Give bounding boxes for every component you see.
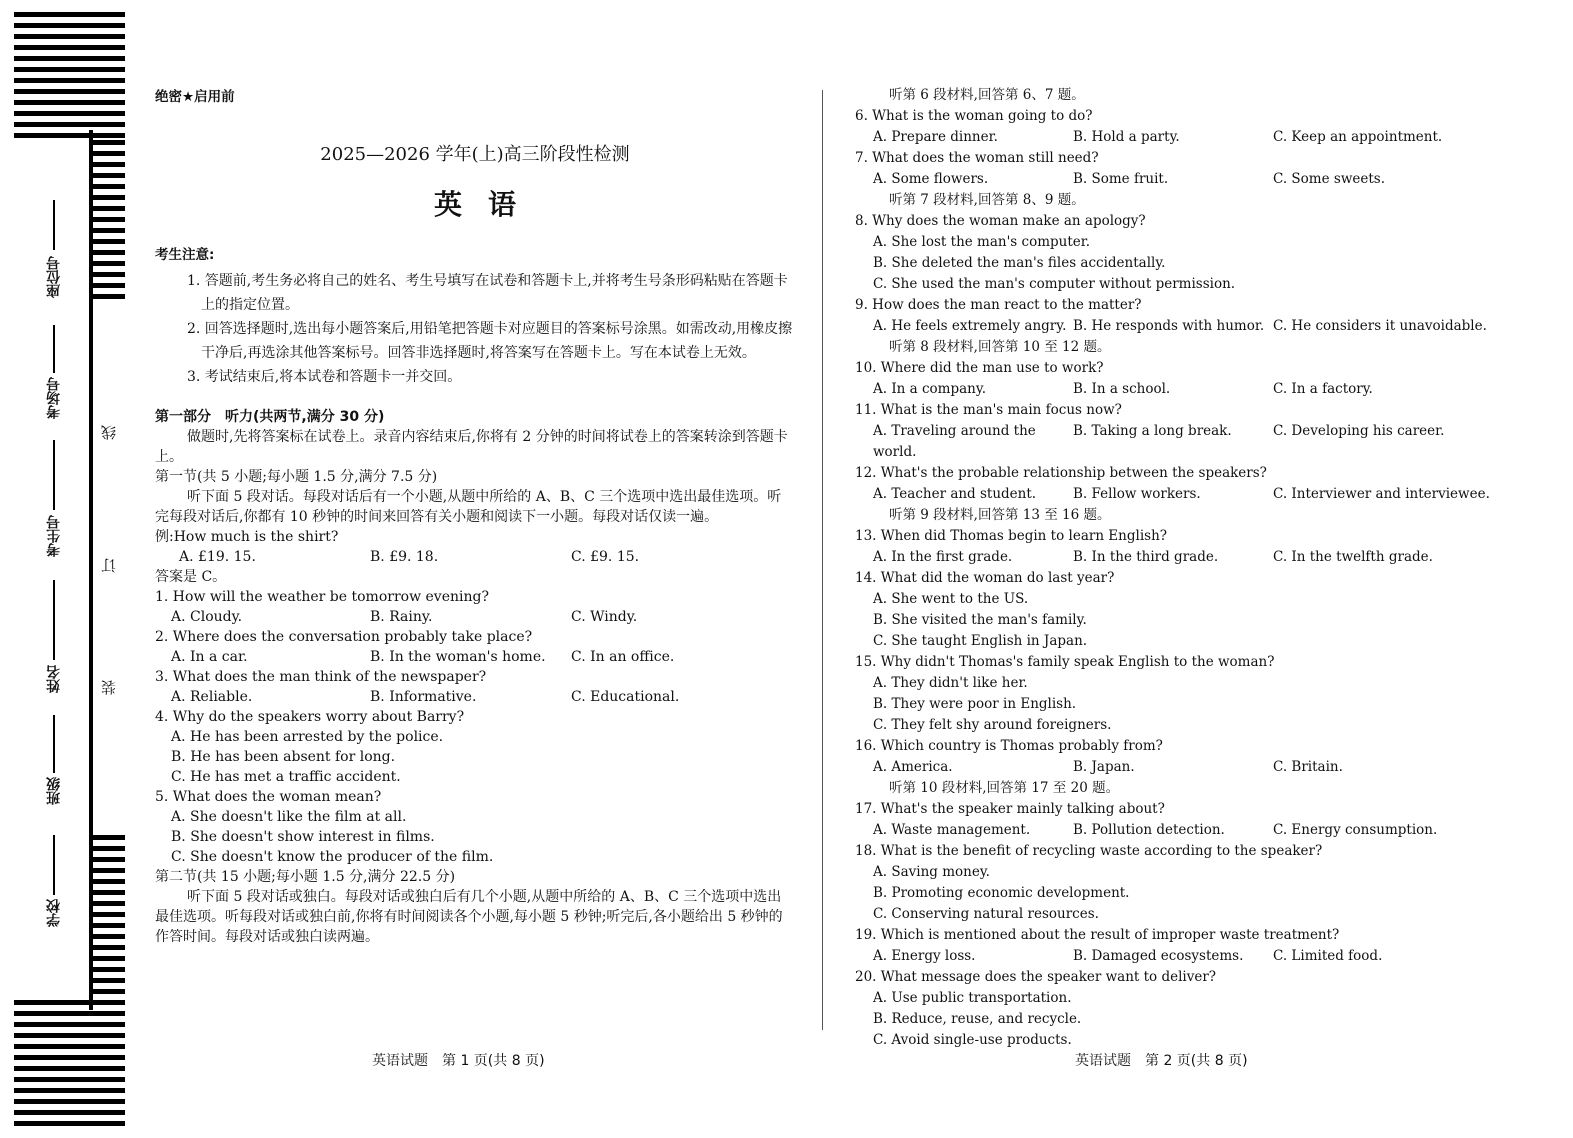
option-c[interactable]: C. In a factory. [1273, 381, 1373, 397]
question-text: 7. What does the woman still need? [855, 150, 1099, 166]
section2-intro: 听下面 5 段对话或独白。每段对话或独白后有几个小题,从题中所给的 A、B、C 三个选项中选出最佳选项。听每段对话或独白前,你将有时间阅读各个小题,每小题 5 秒钟;听完后,各小题给出 5 秒钟的作答时间。每段对话或独白读两遍。 [155, 889, 783, 945]
candidate-number-underline [53, 440, 55, 510]
option-c[interactable]: C. He considers it unavoidable. [1273, 318, 1487, 334]
question [855, 967, 1545, 1051]
section-instruction: 听第 6 段材料,回答第 6、7 题。 [889, 87, 1085, 103]
option-c[interactable]: C. Energy consumption. [1273, 822, 1438, 838]
binding-stripe [14, 34, 125, 39]
question-3 [155, 667, 795, 707]
option-c[interactable]: C. She doesn't know the producer of the film. [171, 849, 494, 865]
cut-mark-bind: 订 [100, 558, 118, 573]
question [855, 295, 1545, 337]
option-a[interactable]: A. Saving money. [873, 864, 990, 880]
question-4 [155, 707, 795, 787]
question-text: 6. What is the woman going to do? [855, 108, 1093, 124]
option-b[interactable]: B. In the third grade. [1073, 549, 1219, 565]
binding-stripe [14, 23, 125, 28]
question [855, 841, 1545, 925]
binding-stripe [92, 206, 125, 211]
seat-number-label: 座位号 [46, 256, 62, 298]
option-c[interactable]: C. Educational. [571, 689, 680, 705]
binding-stripe [92, 261, 125, 266]
question [855, 211, 1545, 295]
option-c[interactable]: C. Some sweets. [1273, 171, 1385, 187]
question [855, 463, 1545, 505]
option-b[interactable]: B. She doesn't show interest in films. [171, 829, 435, 845]
option-b[interactable]: B. Promoting economic development. [873, 885, 1130, 901]
option-b[interactable]: B. Some fruit. [1073, 171, 1169, 187]
question-options [855, 946, 1545, 967]
option-c[interactable]: C. Windy. [571, 609, 638, 625]
binding-stripe [92, 945, 125, 950]
binding-stripe [14, 1088, 125, 1093]
option-a[interactable]: A. In a car. [171, 649, 248, 665]
binding-stripe [14, 133, 125, 138]
binding-stripe [92, 934, 125, 939]
binding-stripe [92, 835, 125, 840]
question-text: 15. Why didn't Thomas's family speak English to the woman? [855, 654, 1275, 670]
option-a[interactable]: A. She doesn't like the film at all. [171, 809, 407, 825]
option-a[interactable]: A. Traveling around the world. [873, 423, 1036, 460]
option-c[interactable]: C. She used the man's computer without permission. [873, 276, 1236, 292]
binding-stripe [92, 151, 125, 156]
question-options [855, 820, 1545, 841]
question [855, 358, 1545, 400]
question-5 [155, 787, 795, 867]
question-options [855, 421, 1545, 463]
option-c[interactable]: C. In an office. [571, 649, 675, 665]
class-label: 班级 [46, 777, 62, 805]
binding-stripe [92, 879, 125, 884]
binding-stripe [92, 868, 125, 873]
option-a[interactable]: A. She went to the US. [873, 591, 1029, 607]
question-text: 16. Which country is Thomas probably from? [855, 738, 1163, 754]
option-b[interactable]: B. Fellow workers. [1073, 486, 1201, 502]
question-options [855, 547, 1545, 568]
option-b[interactable]: B. Taking a long break. [1073, 423, 1232, 439]
option-b[interactable]: B. In the woman's home. [370, 649, 546, 665]
option-a[interactable]: A. They didn't like her. [873, 675, 1028, 691]
binding-stripe [14, 56, 125, 61]
cut-mark-line: 线 [100, 425, 118, 440]
question-text: 19. Which is mentioned about the result of improper waste treatment? [855, 927, 1340, 943]
option-a[interactable]: A. Use public transportation. [873, 990, 1072, 1006]
binding-stripe [14, 1077, 125, 1082]
question-text: 10. Where did the man use to work? [855, 360, 1104, 376]
option-a[interactable]: A. Prepare dinner. [873, 129, 998, 145]
option-a[interactable]: A. In a company. [873, 381, 986, 397]
binding-stripe [14, 78, 125, 83]
binding-stripe [92, 250, 125, 255]
binding-stripe [92, 912, 125, 917]
binding-stripe [14, 1099, 125, 1104]
question-options [855, 127, 1545, 148]
section-instruction: 听第 8 段材料,回答第 10 至 12 题。 [889, 339, 1111, 355]
option-c[interactable]: C. Keep an appointment. [1273, 129, 1443, 145]
option-b[interactable]: B. Informative. [370, 689, 477, 705]
binding-stripe [92, 978, 125, 983]
binding-stripe [92, 890, 125, 895]
section-instruction: 听第 7 段材料,回答第 8、9 题。 [889, 192, 1085, 208]
example-option-c: C. £9. 15. [571, 549, 640, 565]
option-a[interactable]: A. Energy loss. [873, 948, 976, 964]
binding-stripe [92, 162, 125, 167]
binding-margin [0, 0, 130, 1138]
question [855, 799, 1545, 841]
binding-stripe [92, 140, 125, 145]
option-b[interactable]: B. She deleted the man's files accidentally. [873, 255, 1166, 271]
option-b[interactable]: B. Damaged ecosystems. [1073, 948, 1244, 964]
question [855, 526, 1545, 568]
question-options [855, 484, 1545, 505]
option-c[interactable]: C. She taught English in Japan. [873, 633, 1088, 649]
school-underline [53, 835, 55, 895]
part1-heading: 第一部分 听力(共两节,满分 30 分) [155, 409, 385, 425]
option-b[interactable]: B. They were poor in English. [873, 696, 1077, 712]
binding-stripe [92, 217, 125, 222]
question [855, 652, 1545, 736]
option-c[interactable]: C. They felt shy around foreigners. [873, 717, 1112, 733]
question-options [855, 169, 1545, 190]
option-a[interactable]: A. She lost the man's computer. [873, 234, 1091, 250]
example-answer: 答案是 C。 [155, 569, 227, 585]
option-a[interactable]: A. In the first grade. [873, 549, 1013, 565]
option-b[interactable]: B. Hold a party. [1073, 129, 1180, 145]
binding-stripe [92, 184, 125, 189]
section-instruction: 听第 10 段材料,回答第 17 至 20 题。 [889, 780, 1120, 796]
binding-stripe [14, 67, 125, 72]
binding-stripe [14, 1044, 125, 1049]
class-field[interactable] [44, 715, 64, 825]
notice-list [187, 269, 795, 389]
binding-stripe [92, 989, 125, 994]
candidate-number-field[interactable] [44, 440, 64, 570]
page-1 [155, 85, 795, 947]
option-a[interactable]: A. America. [873, 759, 953, 775]
notice-item: 2. 回答选择题时,选出每小题答案后,用铅笔把答题卡对应题目的答案标号涂黑。如需改动,用橡皮擦干净后,再选涂其他答案标号。回答非选择题时,将答案写在答题卡上。写在本试卷上无效。 [187, 321, 793, 361]
school-label: 学校 [46, 899, 62, 927]
binding-stripe [14, 1033, 125, 1038]
example-option-b: B. £9. 18. [370, 549, 439, 565]
binding-stripe [14, 122, 125, 127]
candidate-number-label: 考生号 [46, 515, 62, 557]
option-b[interactable]: B. He has been absent for long. [171, 749, 396, 765]
notice-item: 1. 答题前,考生务必将自己的姓名、考生号填写在试卷和答题卡上,并将考生号条形码粘贴在答题卡上的指定位置。 [187, 273, 788, 313]
class-underline [53, 715, 55, 773]
exam-room-field[interactable] [44, 325, 64, 425]
cut-mark-install: 装 [100, 680, 118, 695]
question-text: 9. How does the man react to the matter? [855, 297, 1142, 313]
name-field[interactable] [44, 580, 64, 700]
question-options [855, 757, 1545, 778]
section2-heading: 第二节(共 15 小题;每小题 1.5 分,满分 22.5 分) [155, 869, 456, 885]
question-text: 2. Where does the conversation probably take place? [155, 629, 533, 645]
binding-stripe [14, 1055, 125, 1060]
binding-stripe [92, 294, 125, 299]
option-c[interactable]: C. Limited food. [1273, 948, 1383, 964]
option-a[interactable]: A. Teacher and student. [873, 486, 1037, 502]
exam-room-underline [53, 325, 55, 373]
notice-heading: 考生注意: [155, 247, 215, 263]
name-underline [53, 580, 55, 660]
question-text: 5. What does the woman mean? [155, 789, 382, 805]
section1-heading: 第一节(共 5 小题;每小题 1.5 分,满分 7.5 分) [155, 469, 438, 485]
example-question: 例:How much is the shirt? [155, 529, 339, 545]
page-divider [822, 90, 823, 1030]
binding-stripe [92, 272, 125, 277]
question-options [155, 687, 795, 707]
option-a[interactable]: A. Cloudy. [171, 609, 243, 625]
binding-stripe [14, 89, 125, 94]
binding-stripe [14, 1066, 125, 1071]
option-c[interactable]: C. Interviewer and interviewee. [1273, 486, 1490, 502]
question-text: 4. Why do the speakers worry about Barry? [155, 709, 465, 725]
confidential-mark: 绝密★启用前 [155, 89, 235, 105]
binding-stripe [92, 846, 125, 851]
option-a[interactable]: A. He feels extremely angry. [873, 318, 1067, 334]
option-c[interactable]: C. Developing his career. [1273, 423, 1445, 439]
question-text: 14. What did the woman do last year? [855, 570, 1115, 586]
option-b[interactable]: B. Rainy. [370, 609, 433, 625]
seat-number-underline [53, 200, 55, 250]
page-2 [855, 85, 1545, 1051]
binding-stripe [92, 901, 125, 906]
question-text: 3. What does the man think of the newspaper? [155, 669, 487, 685]
option-b[interactable]: B. Japan. [1073, 759, 1135, 775]
question-text: 13. When did Thomas begin to learn English? [855, 528, 1167, 544]
option-a[interactable]: A. He has been arrested by the police. [171, 729, 444, 745]
question-text: 11. What is the man's main focus now? [855, 402, 1122, 418]
question [855, 106, 1545, 148]
option-b[interactable]: B. Reduce, reuse, and recycle. [873, 1011, 1082, 1027]
subject-title: 英语 [433, 188, 542, 221]
question-1 [155, 587, 795, 627]
option-a[interactable]: A. Reliable. [171, 689, 253, 705]
question-text: 1. How will the weather be tomorrow evening? [155, 589, 489, 605]
option-b[interactable]: B. In a school. [1073, 381, 1171, 397]
option-c[interactable]: C. Britain. [1273, 759, 1343, 775]
binding-stripe [14, 1000, 125, 1005]
option-b[interactable]: B. He responds with humor. [1073, 318, 1265, 334]
binding-stripe [14, 1110, 125, 1115]
page-2-footer: 英语试题 第 2 页(共 8 页) [1075, 1053, 1248, 1069]
option-c[interactable]: C. He has met a traffic accident. [171, 769, 401, 785]
binding-stripe [14, 100, 125, 105]
option-c[interactable]: C. Avoid single-use products. [873, 1032, 1072, 1048]
seat-number-field[interactable] [44, 200, 64, 310]
part1-intro: 做题时,先将答案标在试卷上。录音内容结束后,你将有 2 分钟的时间将试卷上的答案转涂到答题卡上。 [155, 429, 788, 465]
question-options [155, 607, 795, 627]
binding-stripe [92, 857, 125, 862]
binding-stripe [92, 228, 125, 233]
question-2 [155, 627, 795, 667]
question-text: 17. What's the speaker mainly talking about? [855, 801, 1165, 817]
binding-stripe [92, 173, 125, 178]
question [855, 925, 1545, 967]
binding-stripe [14, 1011, 125, 1016]
school-field[interactable] [44, 835, 64, 935]
question-text: 8. Why does the woman make an apology? [855, 213, 1146, 229]
binding-stripe [14, 111, 125, 116]
binding-stripe [14, 1121, 125, 1126]
question-options [855, 316, 1545, 337]
option-b[interactable]: B. Pollution detection. [1073, 822, 1225, 838]
question-text: 12. What's the probable relationship between the speakers? [855, 465, 1267, 481]
question [855, 148, 1545, 190]
question-text: 20. What message does the speaker want to deliver? [855, 969, 1217, 985]
binding-stripe [92, 283, 125, 288]
exam-title: 2025—2026 学年(上)高三阶段性检测 [320, 144, 630, 165]
name-label: 姓名 [46, 665, 62, 693]
question [855, 568, 1545, 652]
binding-stripe [92, 967, 125, 972]
binding-stripe [92, 239, 125, 244]
option-a[interactable]: A. Some flowers. [873, 171, 989, 187]
section1-intro: 听下面 5 段对话。每段对话后有一个小题,从题中所给的 A、B、C 三个选项中选出最佳选项。听完每段对话后,你都有 10 秒钟的时间来回答有关小题和阅读下一小题。每段对话仅读一遍。 [155, 489, 782, 525]
question [855, 400, 1545, 463]
question-options [155, 647, 795, 667]
section-instruction: 听第 9 段材料,回答第 13 至 16 题。 [889, 507, 1111, 523]
option-c[interactable]: C. In the twelfth grade. [1273, 549, 1433, 565]
binding-stripe [92, 195, 125, 200]
binding-stripe [14, 1022, 125, 1027]
option-c[interactable]: C. Conserving natural resources. [873, 906, 1099, 922]
binding-stripe [14, 45, 125, 50]
option-a[interactable]: A. Waste management. [873, 822, 1031, 838]
binding-stripe [92, 956, 125, 961]
binding-stripe [92, 923, 125, 928]
question [855, 736, 1545, 778]
notice-item: 3. 考试结束后,将本试卷和答题卡一并交回。 [187, 369, 462, 385]
exam-room-label: 考场号 [46, 377, 62, 419]
option-b[interactable]: B. She visited the man's family. [873, 612, 1087, 628]
example-option-a: A. £19. 15. [179, 549, 256, 565]
binding-stripe [14, 12, 125, 17]
example-options [155, 547, 795, 567]
page-1-footer: 英语试题 第 1 页(共 8 页) [372, 1053, 545, 1069]
question-options [855, 379, 1545, 400]
question-text: 18. What is the benefit of recycling waste according to the speaker? [855, 843, 1323, 859]
